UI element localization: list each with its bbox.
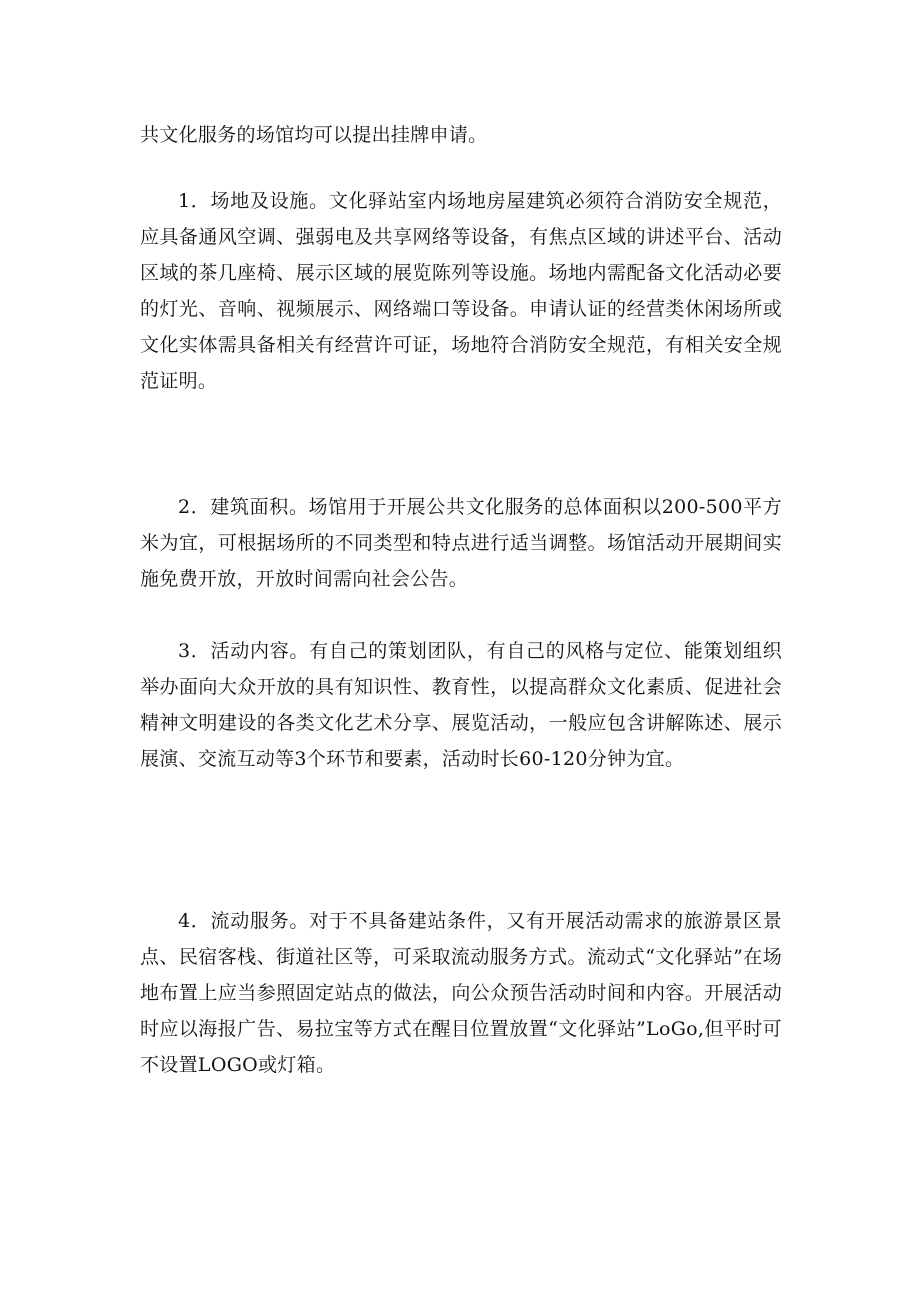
paragraph-venue-facilities: 1．场地及设施。文化驿站室内场地房屋建筑必须符合消防安全规范，应具备通风空调、强弱电及共享网络等设备，有焦点区域的讲述平台、活动区域的茶几座椅、展示区域的展览陈列等设施。场地内需配备文化活动必要的灯光、音响、视频展示、网络端口等设备。申请认证的经营类休闲场所或文化实体需具备相关有经营许可证，场地符合消防安全规范，有相关安全规范证明。 — [140, 190, 782, 392]
paragraph-building-area: 2．建筑面积。场馆用于开展公共文化服务的总体面积以200-500平方米为宜，可根据场所的不同类型和特点进行适当调整。场馆活动开展期间实施免费开放，开放时间需向社会公告。 — [140, 496, 782, 590]
paragraph-mobile-service: 4．流动服务。对于不具备建站条件，又有开展活动需求的旅游景区景点、民宿客栈、街道社区等，可采取流动服务方式。流动式“文化驿站”在场地布置上应当参照固定站点的做法，向公众预告活动时间和内容。开展活动时应以海报广告、易拉宝等方式在醒目位置放置“文化驿站”LoGo,但平时可不设置LOGO或灯箱。 — [140, 910, 782, 1076]
paragraph-continuation: 共文化服务的场馆均可以提出挂牌申请。 — [140, 124, 488, 146]
paragraph-activity-content: 3．活动内容。有自己的策划团队，有自己的风格与定位、能策划组织举办面向大众开放的具有知识性、教育性，以提高群众文化素质、促进社会精神文明建设的各类文化艺术分享、展览活动，一般应包含讲解陈述、展示展演、交流互动等3个环节和要素，活动时长60-120分钟为宜。 — [140, 640, 782, 770]
